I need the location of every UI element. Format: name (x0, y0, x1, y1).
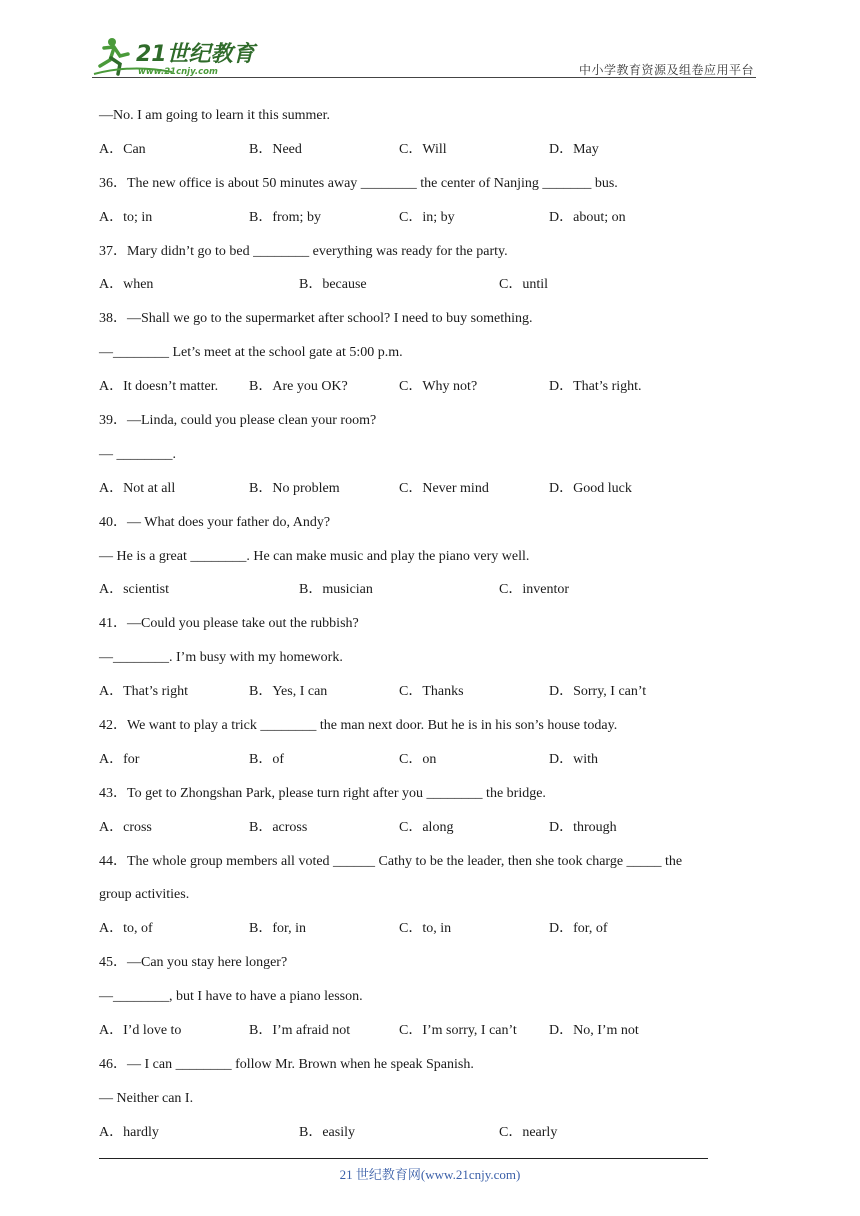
question-list (99, 105, 749, 1156)
answer-option-d: D．No, I’m not (549, 1023, 639, 1039)
answer-option-b: B．from; by (249, 209, 321, 225)
question-line: 44．The whole group members all voted ______ Cathy to be the leader, then she took charge _____ the (99, 853, 683, 869)
question-line: —________, but I have to have a piano lesson. (99, 989, 363, 1005)
logo-text: 21世纪教育 (136, 42, 255, 67)
answer-option-b: B．of (249, 751, 284, 767)
answer-options (99, 139, 749, 173)
question-line: 45．—Can you stay here longer? (99, 955, 288, 971)
answer-option-d: D．Good luck (549, 480, 632, 496)
answer-option-a: A．cross (99, 819, 152, 835)
answer-options (99, 749, 749, 783)
answer-option-d: D．through (549, 819, 617, 835)
answer-option-c: C．to, in (399, 921, 452, 937)
question-line: — ________. (99, 446, 176, 462)
answer-option-d: D．Sorry, I can’t (549, 684, 647, 700)
answer-option-b: B．musician (299, 582, 373, 598)
question-line: 46．— I can ________ follow Mr. Brown when he speak Spanish. (99, 1056, 474, 1072)
answer-option-b: B．Need (249, 141, 302, 157)
answer-option-d: D．May (549, 141, 599, 157)
question-line: 38．—Shall we go to the supermarket after school? I need to buy something. (99, 311, 533, 327)
logo-url: www.21cnjy.com (138, 67, 218, 77)
answer-options (99, 1122, 749, 1156)
answer-options (99, 207, 749, 241)
site-logo (92, 34, 262, 78)
answer-option-a: A．It doesn’t matter. (99, 379, 219, 395)
page-header (92, 30, 756, 80)
answer-option-b: B．because (299, 277, 367, 293)
answer-option-c: C．inventor (499, 582, 569, 598)
question-line: 37．Mary didn’t go to bed ________ everything was ready for the party. (99, 243, 508, 259)
question-line: — Neither can I. (99, 1090, 194, 1106)
answer-option-a: A．I’d love to (99, 1023, 182, 1039)
question-line: 43．To get to Zhongshan Park, please turn right after you ________ the bridge. (99, 785, 546, 801)
header-divider (92, 77, 756, 78)
answer-option-c: C．on (399, 751, 437, 767)
answer-option-a: A．to; in (99, 209, 153, 225)
question-line: — He is a great ________. He can make music and play the piano very well. (99, 548, 530, 564)
question-line: 36．The new office is about 50 minutes away ________ the center of Nanjing _______ bus. (99, 175, 618, 191)
answer-option-b: B．for, in (249, 921, 306, 937)
question-line: 42．We want to play a trick ________ the man next door. But he is in his son’s house today. (99, 718, 618, 734)
answer-option-b: B．across (249, 819, 308, 835)
answer-option-b: B．Yes, I can (249, 684, 328, 700)
answer-options (99, 1020, 749, 1054)
answer-option-a: A．Not at all (99, 480, 176, 496)
answer-option-d: D．for, of (549, 921, 608, 937)
question-line: —No. I am going to learn it this summer. (99, 108, 330, 123)
answer-option-b: B．easily (299, 1124, 355, 1140)
answer-options (99, 376, 749, 410)
answer-options (99, 579, 749, 613)
answer-option-c: C．Why not? (399, 379, 478, 395)
answer-option-c: C．nearly (499, 1124, 558, 1140)
answer-options (99, 274, 749, 308)
question-line: 41．—Could you please take out the rubbish? (99, 616, 359, 632)
site-name: 中小学教育资源及组卷应用平台 (578, 63, 754, 77)
question-line: —________. I’m busy with my homework. (99, 650, 343, 666)
answer-option-c: C．I’m sorry, I can’t (399, 1023, 517, 1039)
answer-option-c: C．until (499, 277, 549, 293)
answer-option-b: B．Are you OK? (249, 379, 348, 395)
question-line: 39．—Linda, could you please clean your room? (99, 413, 377, 429)
answer-option-b: B．I’m afraid not (249, 1023, 351, 1039)
footer-divider (99, 1158, 708, 1159)
answer-option-a: A．hardly (99, 1124, 159, 1140)
answer-option-a: A．That’s right (99, 684, 189, 700)
answer-option-a: A．Can (99, 141, 146, 157)
answer-option-a: A．when (99, 277, 154, 293)
answer-option-a: A．scientist (99, 582, 169, 598)
answer-options (99, 918, 749, 952)
answer-options (99, 817, 749, 851)
question-line: 40．— What does your father do, Andy? (99, 514, 331, 530)
answer-option-c: C．in; by (399, 209, 455, 225)
answer-option-c: C．along (399, 819, 454, 835)
answer-options (99, 681, 749, 715)
page-footer: 21 世纪教育网(www.21cnjy.com) (339, 1167, 521, 1182)
answer-option-c: C．Will (399, 141, 447, 157)
answer-option-b: B．No problem (249, 480, 340, 496)
answer-option-c: C．Never mind (399, 480, 489, 496)
answer-option-d: D．That’s right. (549, 379, 642, 395)
answer-options (99, 478, 749, 512)
question-line: —________ Let’s meet at the school gate at 5:00 p.m. (99, 345, 403, 361)
answer-option-d: D．about; on (549, 209, 626, 225)
question-line: group activities. (99, 887, 190, 903)
answer-option-a: A．to, of (99, 921, 153, 937)
answer-option-d: D．with (549, 751, 598, 767)
answer-option-c: C．Thanks (399, 684, 464, 700)
answer-option-a: A．for (99, 751, 140, 767)
